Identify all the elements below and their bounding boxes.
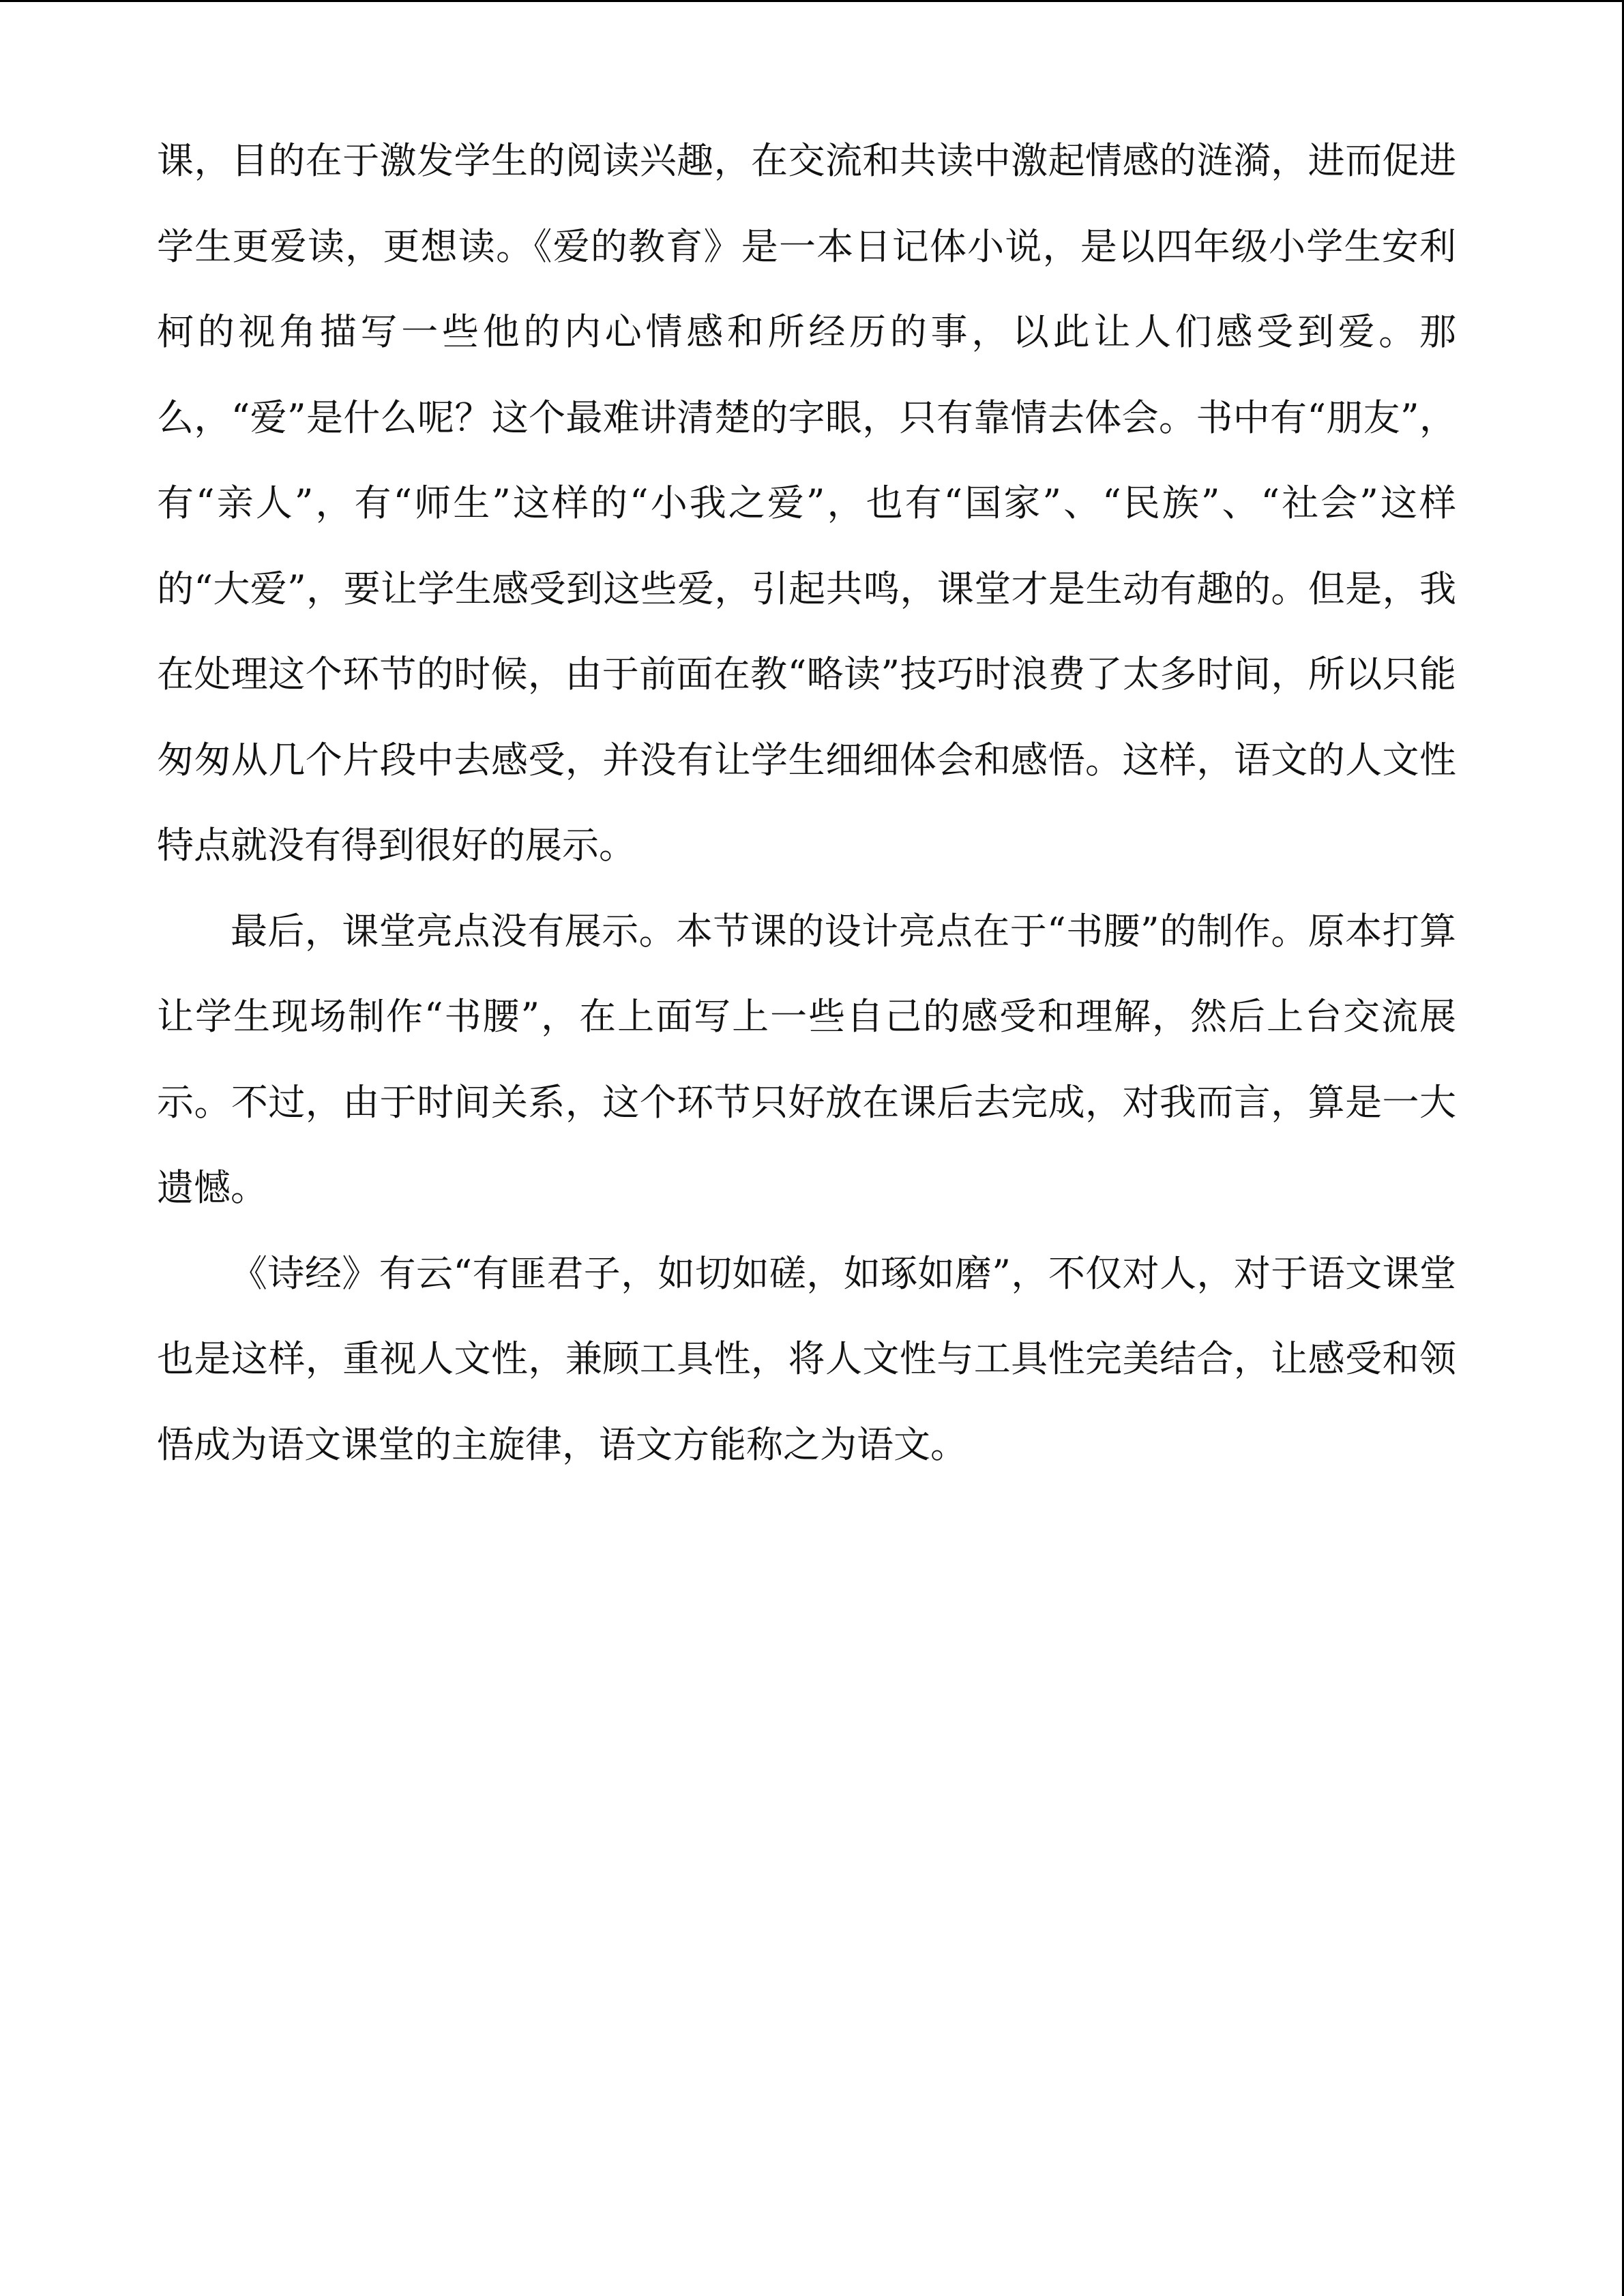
paragraph-3: 《诗经》有云“有匪君子，如切如磋，如琢如磨”，不仅对人，对于语文课堂也是这样，重视人文性，兼顾工具性，将人文性与工具性完美结合，让感受和领悟成为语文课堂的主旋律，语文方能称之为语文。 [157, 1251, 1456, 1466]
paragraph-2: 最后，课堂亮点没有展示。本节课的设计亮点在于“书腰”的制作。原本打算让学生现场制作“书腰”，在上面写上一些自己的感受和理解，然后上台交流展示。不过，由于时间关系，这个环节只好放在课后去完成，对我而言，算是一大遗憾。 [157, 909, 1456, 1209]
document-body [157, 118, 1456, 1487]
paragraph-1: 课，目的在于激发学生的阅读兴趣，在交流和共读中激起情感的涟漪，进而促进学生更爱读，更想读。《爱的教育》是一本日记体小说，是以四年级小学生安利柯的视角描写一些他的内心情感和所经历的事，以此让人们感受到爱。那么，“爱”是什么呢？这个最难讲清楚的字眼，只有靠情去体会。书中有“朋友”，有“亲人”，有“师生”这样的“小我之爱”，也有“国家”、“民族”、“社会”这样的“大爱”，要让学生感受到这些爱，引起共鸣，课堂才是生动有趣的。但是，我在处理这个环节的时候，由于前面在教“略读”技巧时浪费了太多时间，所以只能匆匆从几个片段中去感受，并没有让学生细细体会和感悟。这样，语文的人文性特点就没有得到很好的展示。 [157, 139, 1456, 867]
